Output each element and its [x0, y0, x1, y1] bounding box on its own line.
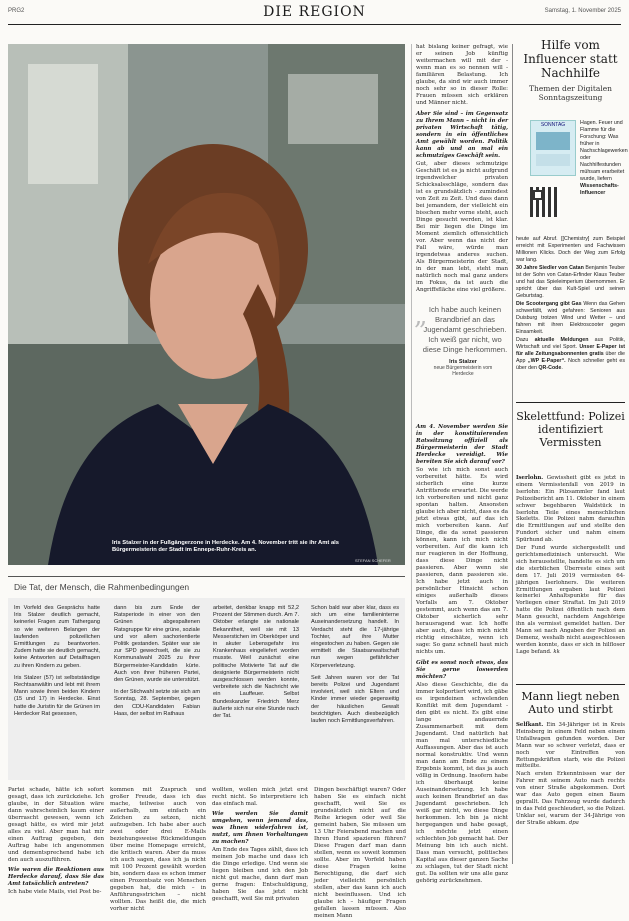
promo-teaser: Benjamin Teuber ist der Sohn von Catan-Erfinder Klaus Teuber und hat das Spieleimperium übernommen. Er spricht über das Kult-Spiel und seinen Geburtstag. [516, 265, 625, 299]
pull-quote [414, 301, 510, 377]
info-col-4 [311, 605, 399, 726]
body-text: Der Fund wurde sichergestellt und gerichtsmedizinisch untersucht. Wie sich herausstellte, handelte es sich um die sterblichen Überreste eines seit dem 17. Juli 2019 vermissten 64-jährigen Iserlohners. Die weiteren Ermittlungen ergaben laut Polizei keinerlei Anhaltspunkte für das Vorliegen einer Straftat. Im Juli 2019 hatte die Polizei öffentlich nach dem Mann gesucht, nachdem Angehörige ihn als vermisst gemeldet hatten. Der Mann sei nach Angaben der Polizei an Demenz, weshalb nicht ausgeschlossen werden konnte, dass er sich in hilfloser Lage befand. [516, 545, 625, 655]
promo-teaser: aus Politik, Wirtschaft und viel Sport. [516, 337, 625, 350]
article-headline: Skelettfund: Polizei identifiziert Vermissten [516, 410, 625, 449]
promo-subhead: Themen der Digitalen Sonntagszeitung [528, 84, 612, 102]
promo-thumbnail[interactable] [530, 120, 576, 176]
promo-bold: „WP E-Paper“. [527, 358, 566, 364]
info-paragraph: arbeitet, denkbar knapp mit 52,2 Prozent der Stimmen durch. Am 7. Oktober erlangte sie nationale Bekanntheit, weil sie mit 13 Messerstichen im Oberkörper und in akuter Lebensgefahr ins Krankenhaus eingeliefert worden musste. Weil zunächst eine politische Motivierte Tat auf die designierte Bürgermeisterin nicht ausgeschlossen werden konnte, verbreitete sich die Nachricht wie ein Lauffeuer. Selbst Bundeskanzler Friedrich Merz äußerte sich nur eine Stunde nach der Tat. [213, 605, 299, 720]
question: Gibt es sonst noch etwas, das Sie gerne loswerden möchten? [416, 660, 508, 680]
sidebar-article-3 [516, 690, 625, 716]
body-paragraph: Dingen beschäftigt waren? Oder haben Sie es einfach nicht geschafft, weil Sie es grundsätzlich nicht auf die Reihe kriegen oder weil Sie gemeint haben, Sie müssen um 13 Uhr Feierabend machen und Ihren Hund spazieren führen? Diese Fragen darf man dann stellen, wenn es soweit kommen sollte. Aber im Vorfeld haben diese Fragen keine Berechtigung, die darf sich jeder vielleicht persönlich stellen, aber das kann ich auch nicht beeinflussen. Und ich glaube ich – häufiger Fragen gefallen lassen müssen. Also meinen Mann [314, 787, 406, 919]
portrait-illustration [8, 44, 405, 565]
info-col-1 [14, 605, 100, 719]
author-tag: kk [553, 648, 560, 655]
body-paragraph [516, 722, 625, 770]
promo-headline: Hilfe vom Influencer statt Nachhilfe [523, 38, 618, 80]
sidebar-rule-2 [516, 684, 625, 685]
sidebar-article-2-body [516, 475, 625, 657]
promo-teaser: Hagen. Feuer und Flamme für die Forschung: Was früher in Nachschlagewerken oder Nachhilfestunden mühsam erarbeitet wurde, liefern [580, 120, 628, 182]
promo-subhead: Die Scootergang gibt Gas [516, 301, 582, 307]
sidebar-rule-1 [516, 402, 625, 403]
body-col-3 [212, 787, 308, 904]
body-paragraph: Gut, aber dieses schmutzige Geschäft ist es ja nicht aufgrund irgendwelcher privaten Schicksalsschläge, sondern das ist es grundsätzlich - zumindest von Zeit zu Zeit. Und dass dann bei jemandem, der vielleicht ein bisschen mehr vorne steht, auch Dinge gesucht werden, ist klar. Bei mir liegen die Dinge im Moment ziemlich offensichtlich vor. Aber wenn das nicht der Fall wäre, würde man irgendetwas anderes suchen. Als Bürgermeisterin der Stadt, in der man lebt, steht man natürlich noch mal ganz anders im Fokus, da ist auch die Angriffsfläche eine viel größere. [416, 161, 508, 293]
body-paragraph [516, 475, 625, 544]
caption-text: Iris Stalzer in der Fußgängerzone in Herdecke. Am 4. November tritt sie ihr Amt als Bürgermeisterin der Stadt im Ennepe-Ruhr-Kreis an. [112, 540, 339, 554]
promo-bold: Unser E-Paper ist für alle Zeitungsabonnenten gratis [516, 344, 625, 357]
info-paragraph: Schon bald war aber klar, dass es sich um eine familieninterne Auseinandersetzung handelt. In Verdacht steht die 17-jährige Tochter, auf ihre Mutter eingestochen zu haben. Gegen sie ermittelt die Staatsanwaltschaft nun wegen gefährlicher Körperverletzung. [311, 605, 399, 669]
promo-paragraph [516, 265, 625, 300]
body-col-2 [110, 787, 206, 914]
promo-teaser: Noch schneller geht es über den [516, 358, 625, 371]
info-paragraph: Im Vorfeld des Gesprächs hatte Iris Stalzer deutlich gemacht, keinerlei Fragen zum Tathergang so wie weiteren Belangen der laufenden polizeilichen Ermittlungen zu beantworten. Zudem hatte sie deutlich gemacht, keine Antworten auf Detailfragen zu ihren Kindern zu geben. [14, 605, 100, 669]
body-paragraph: So wie ich mich sonst auch vorbereitet hätte. Es wird sicherlich eine kurze Antrittsrede erwartet. Die werde ich vorbereiten und nicht ganz spontan halten. Ansonsten glaube ich aber nicht, dass es da jetzt etwas gibt, auf das ich mich vorbereiten kann. Auf Dinge, die da sonst passieren können, kann ich mich nicht vorbereiten. Auf die kann ich nur reagieren in der Hoffnung, dass diese Dinge nicht passieren. Aber wenn sie passieren, dann passieren sie. Ich habe jetzt auch in persönlicher Hinsicht schon einiges außerhalb dieses Vorfalls am 7. Oktober gestemmt, auch wenn das am 7. Oktober sicherlich sehr herausragend war. Ich hoffe aber auch, dass ich mich nicht richtig einschätze, wenn ich sage: So ganz schnell haut mich nichts um. [416, 467, 508, 655]
header-rule [8, 24, 621, 25]
photo-credit: STEFAN SCHEFER [355, 558, 391, 563]
promo-bold: QR-Code [538, 365, 562, 371]
body-text: Gewissheit gibt es jetzt in einem Vermisstenfall von 2019 in Iserlohn: Ein Pilzsammler fand laut Polizeibericht am 11. Oktober in einem schwer begehbaren Waldstück in Iserlohn Teile eines menschlichen Skeletts. Die Polizei nahm daraufhin die Ermittlungen auf und stellte den Fundort sicher und nahm einem Spürhund ab. [516, 475, 625, 544]
promo-teaser-bold: Wissenschafts-Influencer [580, 183, 619, 196]
qr-code-icon[interactable] [530, 187, 560, 217]
section-title: DIE REGION [263, 4, 366, 20]
body-paragraph: kommen mit Zuspruch und großer Freude, dass ich das mache, teilweise auch von außerhalb, um einfach ein Zeichen zu setzen, nicht aufzugeben. Ich habe aber auch zwei oder drei E-Mails beziehungsweise Rückmeldungen über meine Homepage erreicht, die kritisch waren. Aber da muss ich auch sagen, dass ich ja nicht mit 100 Prozent gewählt worden bin, sondern dass es schon immer einen Prozentsatz von Menschen gegeben hat, die mich – in Anführungsstrichen – nicht wollten. Das heißt die, die mich vorher nicht [110, 787, 206, 912]
body-paragraph: Am Ende des Tages zählt, dass ich meinen Job mache und dass ich die Dinge erledige. Und wenn sie liegen bleiben und ich den Job nicht gut mache, dann darf man gerne fragen: Entschuldigung, haben Sie das jetzt nicht geschafft, weil Sie mit privaten [212, 847, 308, 902]
promo-bold: aktuelle Meldungen [534, 337, 589, 343]
body-paragraph: wollten, wollen mich jetzt erst recht nicht. So interpretiere ich das einfach mal. [212, 787, 308, 807]
body-col-4 [314, 787, 406, 921]
info-col-3 [213, 605, 299, 721]
promo-paragraph: Dazu aktuelle Meldungen aus Politik, Wirtschaft und viel Sport. Unser E-Paper ist für alle Zeitungsabonnenten gratis über die App „WP E-Paper“. Noch schneller geht es über den QR-Code. [516, 337, 625, 371]
sidebar [516, 38, 625, 102]
body-paragraph: Partei schade, hätte ich sofort gesagt, dass ich zurückziehe. Ich glaube, in der Situation wäre dann wahrscheinlich kaum einer überrascht gewesen, wenn ich gesagt hätte, es wird mir jetzt alles zu viel. Aber man hat mir einen Auftrag gegeben, den Auftrag habe ich angenommen und dementsprechend habe ich den auch auszuführen. [8, 787, 104, 863]
article-col-right [416, 44, 508, 295]
question: Am 4. November werden Sie in der konstituierenden Ratssitzung offiziell als Bürgermeisterin der Stadt Herdecke vereidigt. Wie bereiten Sie sich darauf vor? [416, 424, 508, 465]
promo-teaser: Wenn das Gehen schwerfällt, wird gefahren: Senioren aus Duisburg trotzen Wind und Wetter – und fahren mit ihren Elektroscooter gegen Einsamkeit. [516, 301, 625, 335]
dateline: Selfkant. [516, 722, 544, 728]
promo-teaser: Dazu [516, 337, 529, 343]
body-paragraph [516, 545, 625, 656]
body-paragraph [516, 771, 625, 826]
info-col-2 [114, 605, 200, 719]
promo-text [580, 120, 628, 197]
promo-teaser: über die App [516, 351, 625, 364]
promo-label: SONNTAG [540, 122, 566, 128]
body-paragraph: Ich habe viele Mails, viel Post be- [8, 889, 102, 895]
author-tag: dpa [568, 819, 579, 826]
portrait-photo [8, 44, 405, 565]
article-headline: Mann liegt neben Auto und stirbt [521, 690, 620, 716]
photo-caption [112, 540, 372, 555]
promo-text-2 [516, 236, 625, 373]
main-rule [8, 576, 405, 577]
sidebar-article-3-body [516, 722, 625, 828]
body-paragraph: hat bislang keiner gefragt, wie er seinen Job künftig weitermachen will mit der - wenn man es so nennen will - familiären Belastung. Ich glaube, da sind wir auch immer noch sehr so in dieser Rolle: Frauen müssen sich erklären und Männer nicht. [416, 44, 508, 106]
issue-date: Samstag, 1. November 2025 [544, 8, 621, 14]
question: Wie werden Sie damit umgehen, wenn jemand das, was Ihnen widerfahren ist, nutzt, um Ihnen Vorhaltungen zu machen? [212, 811, 308, 845]
promo-subhead: 30 Jahre Siedler von Catan [516, 265, 584, 271]
question: Wie waren die Reaktionen aus Herdecke darauf, dass Sie das Amt tatsächlich antreten? [8, 867, 104, 887]
promo-paragraph: heute auf Abruf. [[Chemistry] zum Beispiel erreicht mit Experimenten und Fachwissen Millionen Klicks. Doch der Weg zum Erfolg war lang. [516, 236, 625, 263]
body-paragraph: Also diese Geschichte, die da immer kolportiert wird, ich gäbe es irgendeinen schwelenden Konflikt mit dem Jugendamt - den gibt es nicht. Es gibt eine lange andauernde Zusammenarbeit mit dem Jugendamt. Und natürlich hat man mal unterschiedliche Auffassungen. Aber das ist auch normal konstruktiv. Und wenn man dann am Ende zu einem Ergebnis kommt, ist das ja auch völlig in Ordnung. Insofern habe ich überhaupt keine Auseinandersetzung. Ich habe auch keinen Brandbrief an das Jugendamt geschrieben. Ich weiß gar nicht, wo diese Dinge herkommen. Ich bin ja nicht hergegangen und habe gesagt, ich möchte jetzt einen schlechten Job gemacht hat. Der Meinung bin ich auch nicht. Dass man versucht, politisches Kapital aus dieser ganzen Sache zu schlagen, tut der Stadt nicht gut. Da sollten wir uns alle ganz gehörig zurücknehmen. [416, 682, 508, 884]
info-paragraph: In der Stichwahl setzte sie sich am Sonntag, 28. September, gegen den CDU-Kandidaten Fabian Haas, der selbst im Rathaus [114, 689, 200, 717]
body-text: Ein 34-Jähriger ist in Kreis Heinsberg in einem Feld neben einem Unfallwagen gefunden worden. Der Mann war so schwer verletzt, dass er noch vor Eintreffen von Rettungskräften starb, wie die Polizei mitteilte. [516, 722, 625, 770]
question: Aber Sie sind – im Gegensatz zu Ihrem Mann – nicht in der privaten Wirtschaft tätig, sondern in ein öffentliches Amt gewählt worden. Politik kann ab und an mal ein schmutziges Geschäft sein. [416, 111, 508, 159]
dateline: Iserlohn. [516, 475, 544, 481]
pull-quote-role: neue Bürgermeisterin vom Herdecke [433, 365, 493, 377]
info-box-headline: Die Tat, der Mensch, die Rahmenbedingungen [14, 582, 190, 592]
info-paragraph: Seit Jahren waren vor der Tat bereits Polizei und Jugendamt involviert, weil sich Eltern und Kinder immer wieder gegenseitig der häuslichen Gewalt bezichtigten. Auch diesbezüglich laufen noch Ermittlungsverfahren. [311, 674, 399, 725]
sidebar-divider [512, 44, 513, 864]
sidebar-article-2 [516, 410, 625, 449]
body-col-1 [8, 787, 104, 897]
info-paragraph: dann bis zum Ende der Ratsperiode in einer von den Grünen abgespaltenen Ratsgruppe für eine grüne, soziale und vor allem sachorientierte Politik gestanden. Später war sie zur SPD gewechselt, die sie zu Kommunalwahl 2025 zu ihrer Bürgermeister-Kandidatin kürte. Auch von ihrer früheren Partei, den Grünen, wurde sie unterstützt. [114, 605, 200, 684]
body-text: Nach ersten Erkenntnissen war der Fahrer mit seinem Auto nach rechts von einer Straße abgekommen. Dort war das Auto gegen einen Baum geprallt. Das Fahrzeug wurde dadurch in das Feld geschleudert, so die Polizei. Unklar sei, warum der 34-Jährige von der Straße abkam. [516, 771, 625, 826]
pull-quote-name: Iris Stalzer [449, 359, 477, 365]
page-code: PRG2 [8, 8, 25, 14]
pull-quote-text: Ich habe auch keinen Brandbrief an das Jugendamt geschrieben. Ich weiß gar nicht, wo diese Dinge herkommen. [422, 305, 508, 354]
info-paragraph: Iris Stalzer (57) ist selbstständige Rechtsanwältin und lebt mit ihrem Mann sowie ihren beiden Kindern (15 und 17) in Herdecke. Einst hatte die Juristin für die Grünen im Herdecker Rat gesessen, [14, 674, 100, 717]
quote-mark-icon: „ [414, 301, 428, 331]
promo-paragraph [516, 301, 625, 336]
column-divider [411, 44, 412, 864]
article-col-right-2 [416, 424, 508, 886]
